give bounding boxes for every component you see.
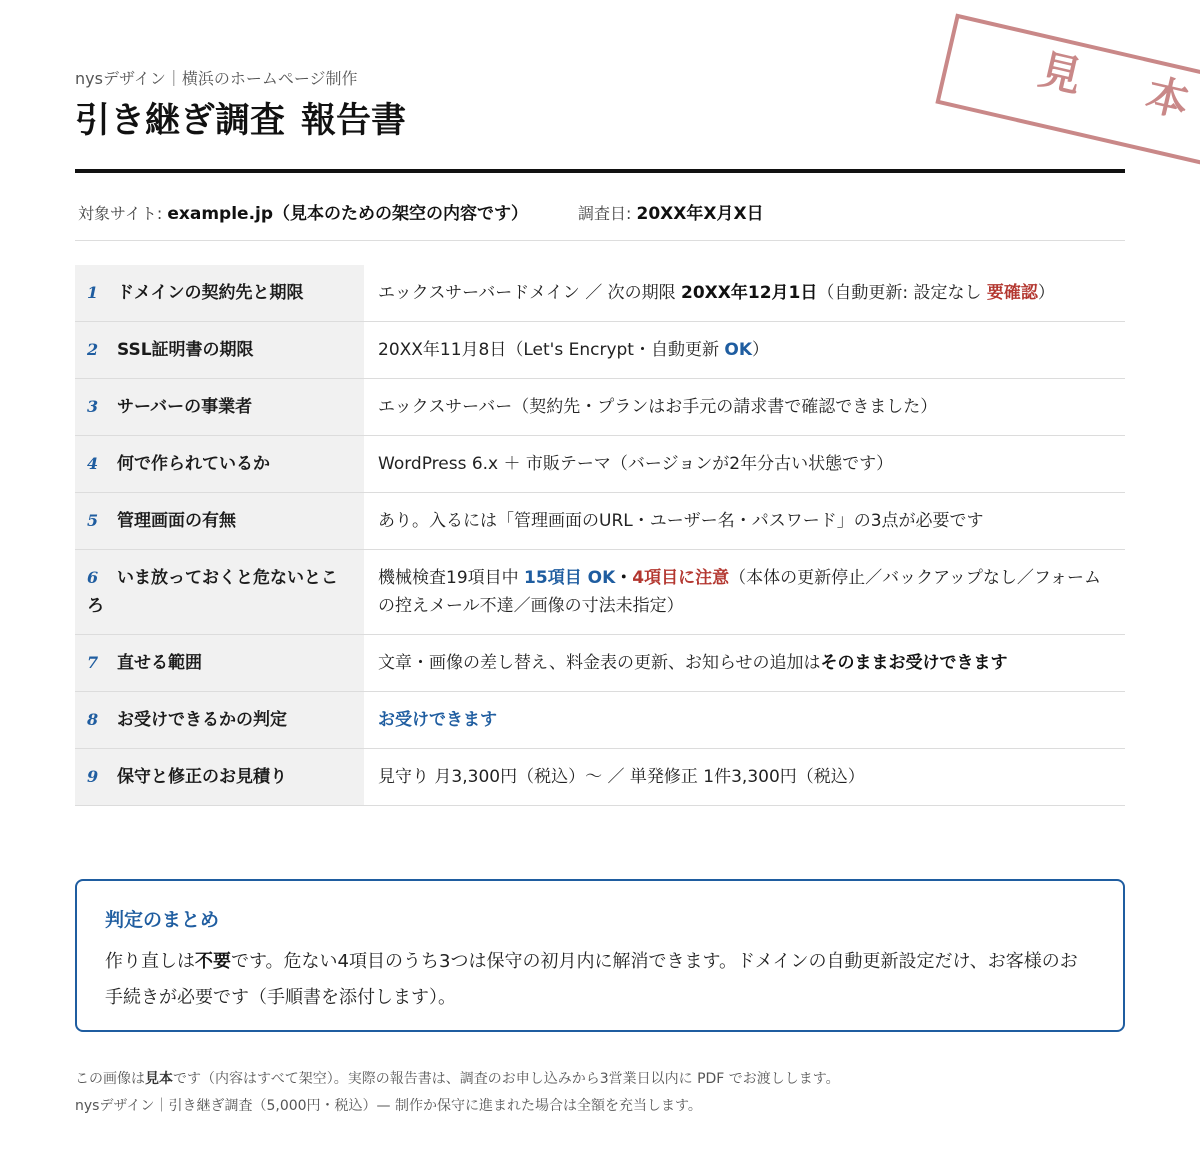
sample-stamp: [935, 14, 1200, 169]
meta-line: [78, 199, 764, 224]
row-number: 1: [87, 283, 99, 302]
summary-box: [75, 879, 1125, 1032]
row-value-text: 見守り 月3,300円（税込）〜 ／ 単発修正 1件3,300円（税込）: [378, 767, 865, 787]
stamp-char-2: 本: [1141, 69, 1194, 127]
page-title: [75, 100, 406, 142]
row-label-cell: [75, 692, 364, 749]
footnote-line-1: [75, 1066, 840, 1093]
row-label: いま放っておくと危ないところ: [87, 568, 338, 616]
row-value-cell: [364, 379, 1125, 436]
report-table: [75, 265, 1125, 806]
row-label: 管理画面の有無: [117, 511, 236, 531]
row-value-ok: 15項目 OK: [524, 568, 616, 588]
summary-title: 判定のまとめ: [105, 909, 220, 931]
footnote-emphasis: 見本: [145, 1071, 173, 1087]
row-value-verdict: お受けできます: [378, 710, 497, 730]
table-row: [75, 265, 1125, 322]
row-value-cell: [364, 265, 1125, 322]
row-label: お受けできるかの判定: [117, 710, 287, 730]
row-value-date: 20XX年12月1日: [681, 283, 818, 303]
table-row: [75, 322, 1125, 379]
row-value-text: 20XX年11月8日（Let's Encrypt・自動更新: [378, 340, 725, 360]
row-label-cell: [75, 550, 364, 635]
row-value-cell: [364, 635, 1125, 692]
table-row: [75, 692, 1125, 749]
footnote-text: この画像は: [75, 1071, 145, 1087]
row-value-cell: [364, 550, 1125, 635]
row-value-separator: ・: [615, 568, 633, 588]
summary-text: 作り直しは: [105, 951, 195, 972]
row-value-emphasis: そのままお受けできます: [820, 653, 1008, 673]
row-number: 4: [87, 454, 99, 473]
row-value-text: 機械検査19項目中: [378, 568, 525, 588]
summary-emphasis: 不要: [195, 951, 231, 972]
table-row: [75, 635, 1125, 692]
row-label-cell: [75, 265, 364, 322]
table-row: [75, 749, 1125, 806]
footnote-text: です（内容はすべて架空）。実際の報告書は、調査のお申し込みから3営業日以内に PDF でお渡しします。: [173, 1071, 840, 1087]
site-value: example.jp（見本のための架空の内容です）: [167, 204, 529, 224]
row-label-cell: [75, 322, 364, 379]
row-label: サーバーの事業者: [117, 397, 253, 417]
row-number: 2: [87, 340, 99, 359]
table-row: [75, 379, 1125, 436]
row-value-cell: [364, 692, 1125, 749]
row-value-ok: OK: [724, 340, 752, 360]
title-part-1: 引き継ぎ調査: [75, 101, 286, 141]
summary-text: です。危ない4項目のうち3つは保守の初月内に解消できます。ドメインの自動更新設定だけ、お客様のお手続きが必要です（手順書を添付します）。: [105, 951, 1078, 1008]
date-group: [578, 199, 764, 224]
footnote-line-2: nysデザイン｜引き継ぎ調査（5,000円・税込）— 制作か保守に進まれた場合は全額を充当します。: [75, 1098, 702, 1114]
row-number: 3: [87, 397, 99, 416]
row-label: 保守と修正のお見積り: [117, 767, 287, 787]
row-value-cell: [364, 749, 1125, 806]
title-divider: [75, 169, 1125, 173]
row-label-cell: [75, 749, 364, 806]
stamp-char-1: 見: [1034, 44, 1087, 102]
summary-body: [105, 944, 1095, 1016]
row-number: 5: [87, 511, 99, 530]
row-value-alert: 要確認: [986, 283, 1038, 303]
row-number: 8: [87, 710, 99, 729]
row-value-text: ）: [1037, 283, 1055, 303]
row-value-cell: [364, 493, 1125, 550]
row-value-text: あり。入るには「管理画面のURL・ユーザー名・パスワード」の3点が必要です: [378, 511, 984, 531]
table-row: [75, 436, 1125, 493]
row-value-text: WordPress 6.x ＋ 市販テーマ（バージョンが2年分古い状態です）: [378, 454, 894, 474]
row-label: 何で作られているか: [117, 454, 270, 474]
brand-line: nysデザイン｜横浜のホームページ制作: [75, 69, 358, 88]
title-part-2: 報告書: [301, 101, 407, 141]
row-value-text: エックスサーバー（契約先・プランはお手元の請求書で確認できました）: [378, 397, 938, 417]
table-row: [75, 550, 1125, 635]
row-value-cell: [364, 322, 1125, 379]
row-label: SSL証明書の期限: [117, 340, 254, 360]
row-label-cell: [75, 379, 364, 436]
row-number: 9: [87, 767, 99, 786]
row-value-text: エックスサーバードメイン ／ 次の期限: [378, 283, 682, 303]
row-label-cell: [75, 493, 364, 550]
date-value: 20XX年X月X日: [636, 204, 764, 224]
meta-divider: [75, 240, 1125, 241]
row-value-text: （自動更新: 設定なし: [817, 283, 987, 303]
row-number: 7: [87, 653, 99, 672]
row-value-alert: 4項目に注意: [632, 568, 730, 588]
date-label: 調査日:: [578, 204, 632, 223]
site-label: 対象サイト:: [78, 204, 163, 223]
table-row: [75, 493, 1125, 550]
row-label: 直せる範囲: [117, 653, 202, 673]
row-value-text: ）: [752, 340, 769, 360]
row-value-text: （本体の更新停止／バックアップなし／フォームの控えメール不達／画像の寸法未指定）: [378, 568, 1102, 616]
row-label-cell: [75, 436, 364, 493]
row-number: 6: [87, 568, 99, 587]
row-value-cell: [364, 436, 1125, 493]
row-value-text: 文章・画像の差し替え、料金表の更新、お知らせの追加は: [378, 653, 821, 673]
row-label: ドメインの契約先と期限: [117, 283, 304, 303]
row-label-cell: [75, 635, 364, 692]
footnote: [75, 1066, 840, 1120]
